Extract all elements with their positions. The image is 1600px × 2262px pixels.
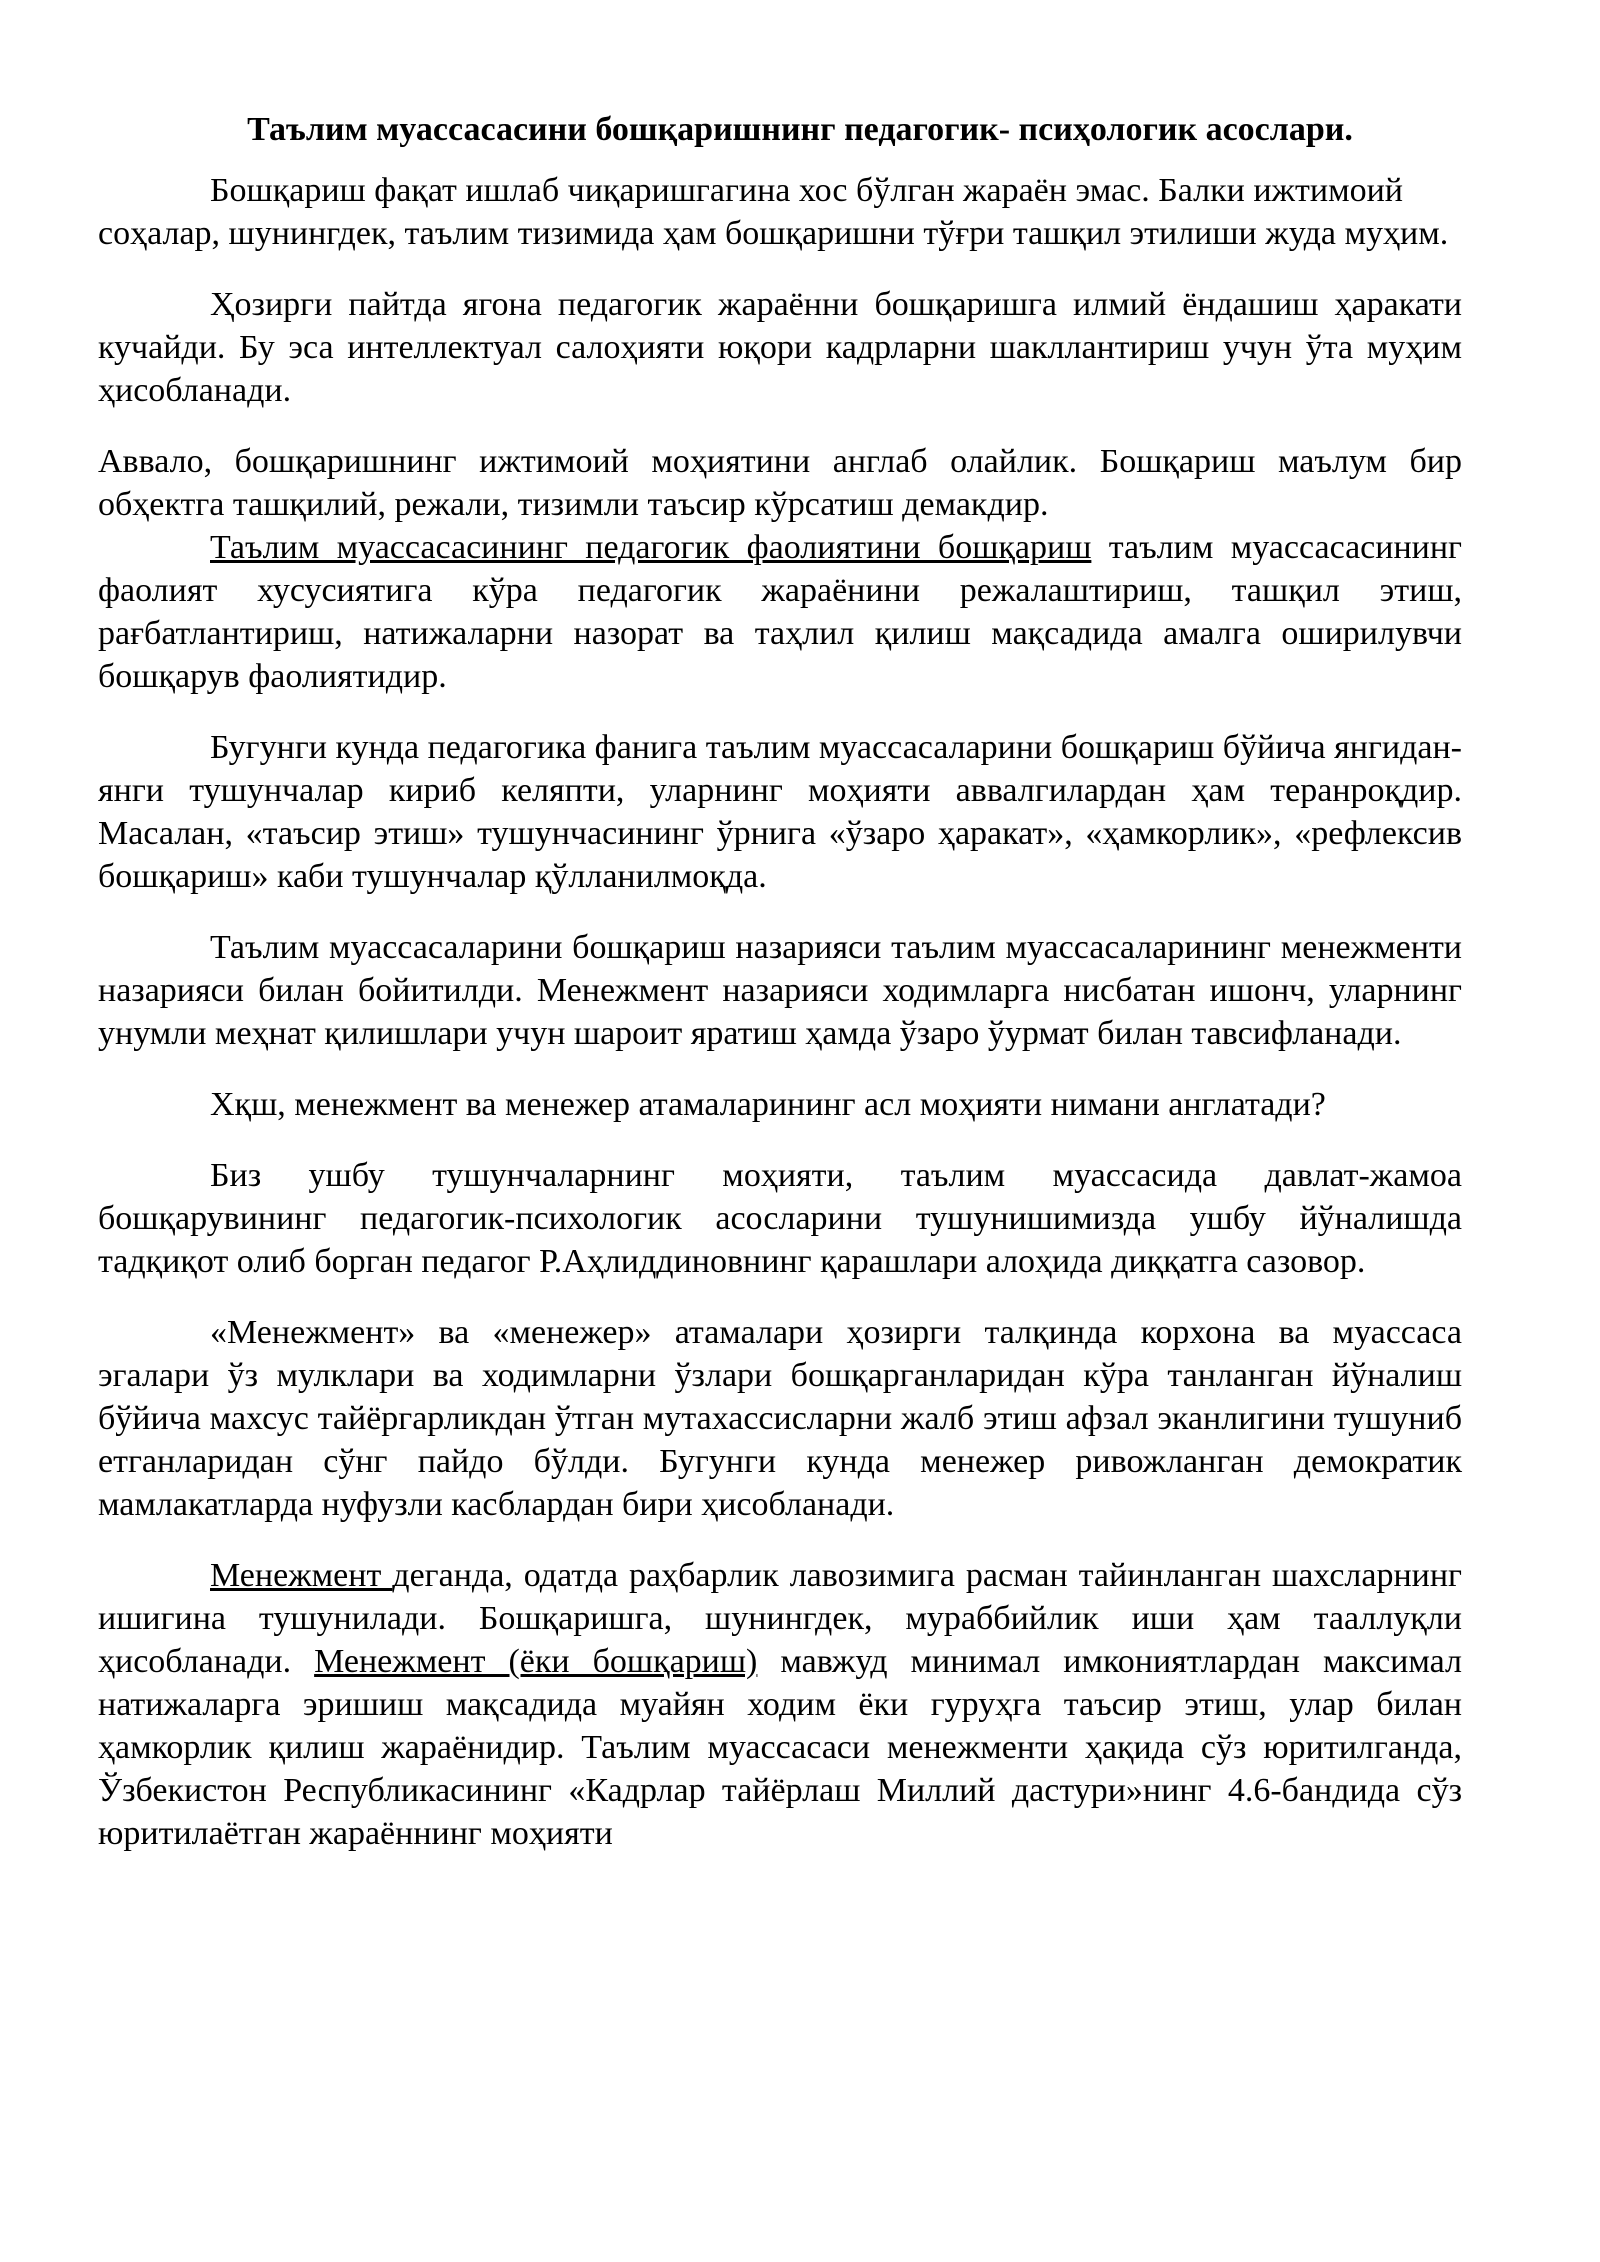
paragraph-5: Бугунги кунда педагогика фанига таълим муассасаларини бошқариш бўйича янгидан-янги тушунчалар кириб келяпти, уларнинг моҳияти аввалгилардан ҳам теранроқдир. Масалан, «таъсир этиш» тушунчасининг ўрнига «ўзаро ҳаракат», «ҳамкорлик», «рефлексив бошқариш» каби тушунчалар қўлланилмоқда. (98, 729, 1462, 895)
paragraph-4 (98, 526, 1462, 698)
paragraph-6: Таълим муассасаларини бошқариш назарияси таълим муассасаларининг менежменти назарияси билан бойитилди. Менежмент назарияси ходимларга нисбатан ишонч, уларнинг унумли меҳнат қилишлари учун шароит яратиш ҳамда ўзаро ўурмат билан тавсифланади. (98, 929, 1462, 1052)
paragraph-10 (98, 1554, 1462, 1855)
paragraph-9: «Менежмент» ва «менежер» атамалари ҳозирги талқинда корхона ва муассаса эгалари ўз мулклари ва ходимларни ўзлари бошқарганларидан кўра танланган йўналиш бўйича махсус тайёргарликдан ўтган мутахассисларни жалб этиш афзал эканлигини тушуниб етганларидан сўнг пайдо бўлди. Бугунги кунда менежер ривожланган демократик мамлакатларда нуфузли касблардан бири ҳисобланади. (98, 1314, 1462, 1523)
paragraph-10-text-2: мавжуд минимал имкониятлардан максимал натижаларга эришиш мақсадида муайян ходим ёки гуруҳга таъсир этиш, улар билан ҳамкорлик қилиш жараёнидир. Таълим муассасаси менежменти ҳақида сўз юритилганда, Ўзбекистон Республикасининг «Кадрлар тайёрлаш Миллий дастури»нинг 4.6-бандида сўз юритилаётган жараённинг моҳияти (98, 1643, 1462, 1852)
paragraph-1: Бошқариш фақат ишлаб чиқаришгагина хос бўлган жараён эмас. Балки ижтимоий соҳалар, шунингдек, таълим тизимида ҳам бошқаришни тўғри ташқил этилиши жуда муҳим. (98, 172, 1449, 252)
document-body (98, 108, 1462, 1883)
document-title: Таълим муассасасини бошқаришнинг педагогик- псиҳологик асослари. (247, 111, 1353, 148)
underlined-term: Менежмент (ёки бошқариш) (314, 1643, 758, 1680)
paragraph-3: Аввало, бошқаришнинг ижтимоий моҳиятини англаб олайлик. Бошқариш маълум бир обҳектга ташқилий, режали, тизимли таъсир кўрсатиш демакдир. (98, 443, 1462, 523)
underlined-term: Таълим муассасасининг педагогик фаолиятини бошқариш (210, 529, 1092, 566)
paragraph-7: Хқш, менежмент ва менежер атамаларининг асл моҳияти нимани англатади? (210, 1086, 1326, 1123)
paragraph-10-text-1: деганда, одатда раҳбарлик лавозимига расман тайинланган шахсларнинг ишигина тушунилади. Бошқаришга, шунингдек, мураббийлик иши ҳам тааллуқли ҳисобланади. (98, 1557, 1463, 1680)
paragraph-8: Биз ушбу тушунчаларнинг моҳияти, таълим муассасида давлат-жамоа бошқарувининг педагогик-психологик асосларини тушунишимизда ушбу йўналишда тадқиқот олиб борган педагог Р.Аҳлиддиновнинг қарашлари алоҳида диққатга сазовор. (98, 1157, 1462, 1280)
underlined-term: Менежмент (210, 1557, 393, 1594)
paragraph-4-text: таълим муассасасининг фаолият хусусиятига кўра педагогик жараёнини режалаштириш, ташқил этиш, рағбатлантириш, натижаларни назорат ва таҳлил қилиш мақсадида амалга оширилувчи бошқарув фаолиятидир. (98, 529, 1462, 695)
paragraph-2: Ҳозирги пайтда ягона педагогик жараённи бошқаришга илмий ёндашиш ҳаракати кучайди. Бу эса интеллектуал салоҳияти юқори кадрларни шакллантириш учун ўта муҳим ҳисобланади. (98, 286, 1462, 409)
